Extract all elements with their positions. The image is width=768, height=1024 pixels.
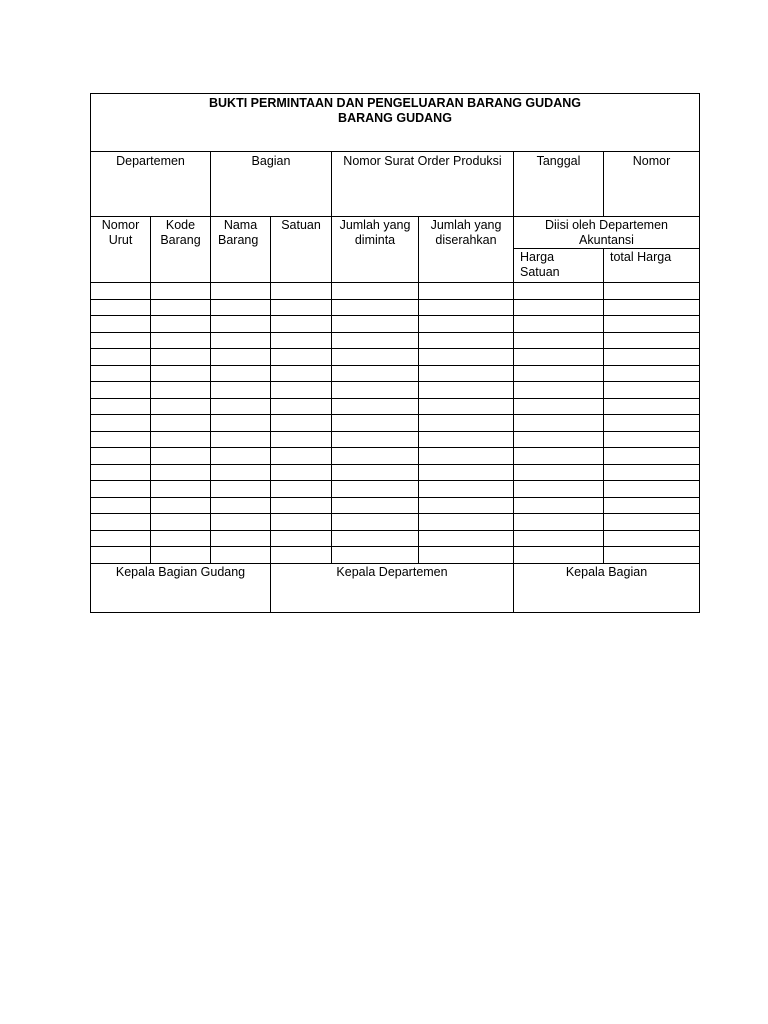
table-cell[interactable] (419, 332, 514, 349)
table-cell[interactable] (151, 365, 211, 382)
table-cell[interactable] (91, 332, 151, 349)
signature-row (91, 563, 700, 612)
col-header-text: diserahkan (435, 233, 497, 247)
table-cell[interactable] (514, 514, 604, 531)
table-cell[interactable] (604, 365, 700, 382)
table-cell[interactable] (419, 316, 514, 333)
table-cell[interactable] (151, 299, 211, 316)
table-row (91, 316, 700, 333)
table-cell[interactable] (514, 332, 604, 349)
table-cell[interactable] (211, 530, 271, 547)
table-cell[interactable] (332, 415, 419, 432)
table-cell[interactable] (514, 481, 604, 498)
tanggal-label: Tanggal (536, 154, 581, 168)
table-cell[interactable] (514, 283, 604, 300)
table-cell[interactable] (271, 448, 332, 465)
table-cell[interactable] (271, 497, 332, 514)
table-cell[interactable] (419, 299, 514, 316)
col-header-text: Harga (520, 250, 555, 264)
table-cell[interactable] (332, 481, 419, 498)
signature-label: Kepala Departemen (336, 564, 448, 579)
table-cell[interactable] (604, 415, 700, 432)
table-cell[interactable] (271, 481, 332, 498)
table-cell[interactable] (604, 497, 700, 514)
table-cell[interactable] (419, 431, 514, 448)
table-cell[interactable] (419, 481, 514, 498)
table-cell[interactable] (151, 547, 211, 564)
table-cell[interactable] (91, 481, 151, 498)
table-cell[interactable] (419, 464, 514, 481)
col-header-nomor-urut (91, 217, 151, 283)
table-cell[interactable] (419, 530, 514, 547)
table-cell[interactable] (514, 382, 604, 399)
nomor-surat-field[interactable] (332, 152, 514, 217)
table-cell[interactable] (151, 349, 211, 366)
col-header-satuan (271, 217, 332, 283)
table-cell[interactable] (604, 299, 700, 316)
table-row (91, 547, 700, 564)
table-cell[interactable] (332, 547, 419, 564)
table-cell[interactable] (211, 398, 271, 415)
signature-kepala-bagian-gudang[interactable] (91, 563, 271, 612)
col-header-text: Jumlah yang (339, 218, 411, 232)
table-cell[interactable] (604, 382, 700, 399)
table-cell[interactable] (514, 365, 604, 382)
table-cell[interactable] (271, 431, 332, 448)
table-cell[interactable] (514, 431, 604, 448)
table-cell[interactable] (271, 332, 332, 349)
table-cell[interactable] (419, 448, 514, 465)
table-cell[interactable] (419, 547, 514, 564)
table-cell[interactable] (332, 316, 419, 333)
table-cell[interactable] (91, 497, 151, 514)
table-cell[interactable] (419, 283, 514, 300)
table-cell[interactable] (211, 431, 271, 448)
table-cell[interactable] (91, 415, 151, 432)
col-header-text: Akuntansi (579, 233, 634, 247)
table-row (91, 514, 700, 531)
col-header-harga-satuan (514, 249, 604, 283)
table-cell[interactable] (514, 299, 604, 316)
table-cell[interactable] (151, 448, 211, 465)
table-cell[interactable] (332, 448, 419, 465)
table-cell[interactable] (151, 530, 211, 547)
table-cell[interactable] (332, 365, 419, 382)
table-cell[interactable] (332, 530, 419, 547)
table-cell[interactable] (332, 497, 419, 514)
col-header-text: total Harga (610, 250, 672, 264)
table-cell[interactable] (419, 382, 514, 399)
table-cell[interactable] (419, 398, 514, 415)
col-header-text: Diisi oleh Departemen (545, 218, 668, 232)
table-row (91, 530, 700, 547)
table-cell[interactable] (419, 415, 514, 432)
table-cell[interactable] (211, 547, 271, 564)
signature-label: Kepala Bagian (565, 564, 648, 579)
table-cell[interactable] (91, 382, 151, 399)
table-cell[interactable] (211, 332, 271, 349)
table-cell[interactable] (514, 448, 604, 465)
table-cell[interactable] (271, 514, 332, 531)
table-cell[interactable] (271, 530, 332, 547)
table-cell[interactable] (91, 431, 151, 448)
table-cell[interactable] (91, 365, 151, 382)
table-cell[interactable] (91, 349, 151, 366)
table-cell[interactable] (514, 530, 604, 547)
table-cell[interactable] (514, 398, 604, 415)
table-cell[interactable] (91, 547, 151, 564)
table-cell[interactable] (514, 464, 604, 481)
col-header-text: Jumlah yang (430, 218, 502, 232)
column-header-row (91, 217, 700, 249)
table-cell[interactable] (91, 530, 151, 547)
table-cell[interactable] (211, 349, 271, 366)
table-cell[interactable] (271, 398, 332, 415)
table-cell[interactable] (91, 299, 151, 316)
table-cell[interactable] (151, 497, 211, 514)
table-cell[interactable] (151, 431, 211, 448)
table-cell[interactable] (332, 349, 419, 366)
table-cell[interactable] (514, 316, 604, 333)
table-cell[interactable] (151, 316, 211, 333)
table-cell[interactable] (604, 514, 700, 531)
table-cell[interactable] (332, 332, 419, 349)
info-row (91, 152, 700, 217)
table-cell[interactable] (151, 415, 211, 432)
table-row (91, 464, 700, 481)
table-cell[interactable] (91, 514, 151, 531)
col-header-kode-barang (151, 217, 211, 283)
col-header-text: Nomor (101, 218, 140, 232)
col-header-text: Barang (160, 233, 201, 247)
table-cell[interactable] (91, 464, 151, 481)
table-cell[interactable] (211, 299, 271, 316)
table-cell[interactable] (514, 497, 604, 514)
table-cell[interactable] (151, 464, 211, 481)
table-cell[interactable] (604, 431, 700, 448)
table-cell[interactable] (604, 481, 700, 498)
table-cell[interactable] (271, 464, 332, 481)
table-row (91, 481, 700, 498)
table-cell[interactable] (271, 382, 332, 399)
tanggal-field[interactable] (514, 152, 604, 217)
table-cell[interactable] (91, 283, 151, 300)
form-title-line-2: BARANG GUDANG (338, 111, 452, 125)
col-header-text: Kode (165, 218, 196, 232)
table-cell[interactable] (211, 415, 271, 432)
table-cell[interactable] (211, 464, 271, 481)
col-header-text: Nama (223, 218, 258, 232)
table-cell[interactable] (151, 382, 211, 399)
table-cell[interactable] (211, 497, 271, 514)
table-cell[interactable] (91, 398, 151, 415)
table-row (91, 431, 700, 448)
table-cell[interactable] (271, 299, 332, 316)
form-title-line-1: BUKTI PERMINTAAN DAN PENGELUARAN BARANG GUDANG (209, 96, 581, 110)
table-cell[interactable] (271, 365, 332, 382)
table-row (91, 398, 700, 415)
table-cell[interactable] (514, 415, 604, 432)
table-row (91, 365, 700, 382)
table-row (91, 349, 700, 366)
table-cell[interactable] (211, 316, 271, 333)
table-cell[interactable] (211, 365, 271, 382)
table-cell[interactable] (514, 349, 604, 366)
table-cell[interactable] (514, 547, 604, 564)
departemen-field[interactable] (91, 152, 211, 217)
table-cell[interactable] (332, 283, 419, 300)
col-header-total-harga (604, 249, 700, 283)
col-header-text: Urut (108, 233, 133, 247)
nomor-surat-label: Nomor Surat Order Produksi (343, 154, 502, 168)
table-cell[interactable] (332, 514, 419, 531)
table-cell[interactable] (211, 448, 271, 465)
table-row (91, 415, 700, 432)
col-header-diisi-oleh (514, 217, 700, 249)
table-cell[interactable] (211, 283, 271, 300)
table-cell[interactable] (604, 316, 700, 333)
table-cell[interactable] (332, 464, 419, 481)
table-row (91, 448, 700, 465)
form-title (91, 94, 700, 152)
col-header-jumlah-diminta (332, 217, 419, 283)
col-header-jumlah-diserahkan (419, 217, 514, 283)
col-header-nama-barang (211, 217, 271, 283)
signature-kepala-bagian[interactable] (514, 563, 700, 612)
table-row (91, 332, 700, 349)
table-cell[interactable] (332, 431, 419, 448)
table-cell[interactable] (151, 283, 211, 300)
nomor-label: Nomor (632, 154, 671, 168)
table-cell[interactable] (604, 332, 700, 349)
col-header-text: diminta (354, 233, 396, 247)
table-cell[interactable] (604, 530, 700, 547)
table-cell[interactable] (151, 398, 211, 415)
table-cell[interactable] (211, 514, 271, 531)
table-cell[interactable] (271, 415, 332, 432)
table-row (91, 382, 700, 399)
table-cell[interactable] (419, 349, 514, 366)
table-row (91, 299, 700, 316)
table-cell[interactable] (271, 349, 332, 366)
table-cell[interactable] (211, 481, 271, 498)
table-cell[interactable] (271, 316, 332, 333)
table-cell[interactable] (604, 349, 700, 366)
table-cell[interactable] (332, 382, 419, 399)
table-cell[interactable] (91, 316, 151, 333)
table-cell[interactable] (604, 398, 700, 415)
table-cell[interactable] (332, 299, 419, 316)
signature-kepala-departemen[interactable] (271, 563, 514, 612)
title-row (91, 94, 700, 152)
table-row (91, 283, 700, 300)
table-cell[interactable] (419, 514, 514, 531)
table-cell[interactable] (604, 547, 700, 564)
table-cell[interactable] (151, 481, 211, 498)
table-cell[interactable] (151, 514, 211, 531)
table-cell[interactable] (332, 398, 419, 415)
table-cell[interactable] (419, 365, 514, 382)
signature-label: Kepala Bagian Gudang (115, 564, 246, 579)
table-cell[interactable] (604, 464, 700, 481)
departemen-label: Departemen (116, 154, 185, 168)
bagian-label: Bagian (251, 154, 291, 168)
table-cell[interactable] (151, 332, 211, 349)
nomor-field[interactable] (604, 152, 700, 217)
table-cell[interactable] (604, 448, 700, 465)
bagian-field[interactable] (211, 152, 332, 217)
table-cell[interactable] (271, 547, 332, 564)
requisition-form (90, 93, 700, 613)
table-cell[interactable] (91, 448, 151, 465)
col-header-text: Satuan (520, 265, 560, 279)
table-cell[interactable] (271, 283, 332, 300)
table-row (91, 497, 700, 514)
table-cell[interactable] (604, 283, 700, 300)
table-cell[interactable] (419, 497, 514, 514)
table-cell[interactable] (211, 382, 271, 399)
col-header-text: Satuan (281, 218, 321, 232)
col-header-text: Barang (218, 233, 259, 247)
